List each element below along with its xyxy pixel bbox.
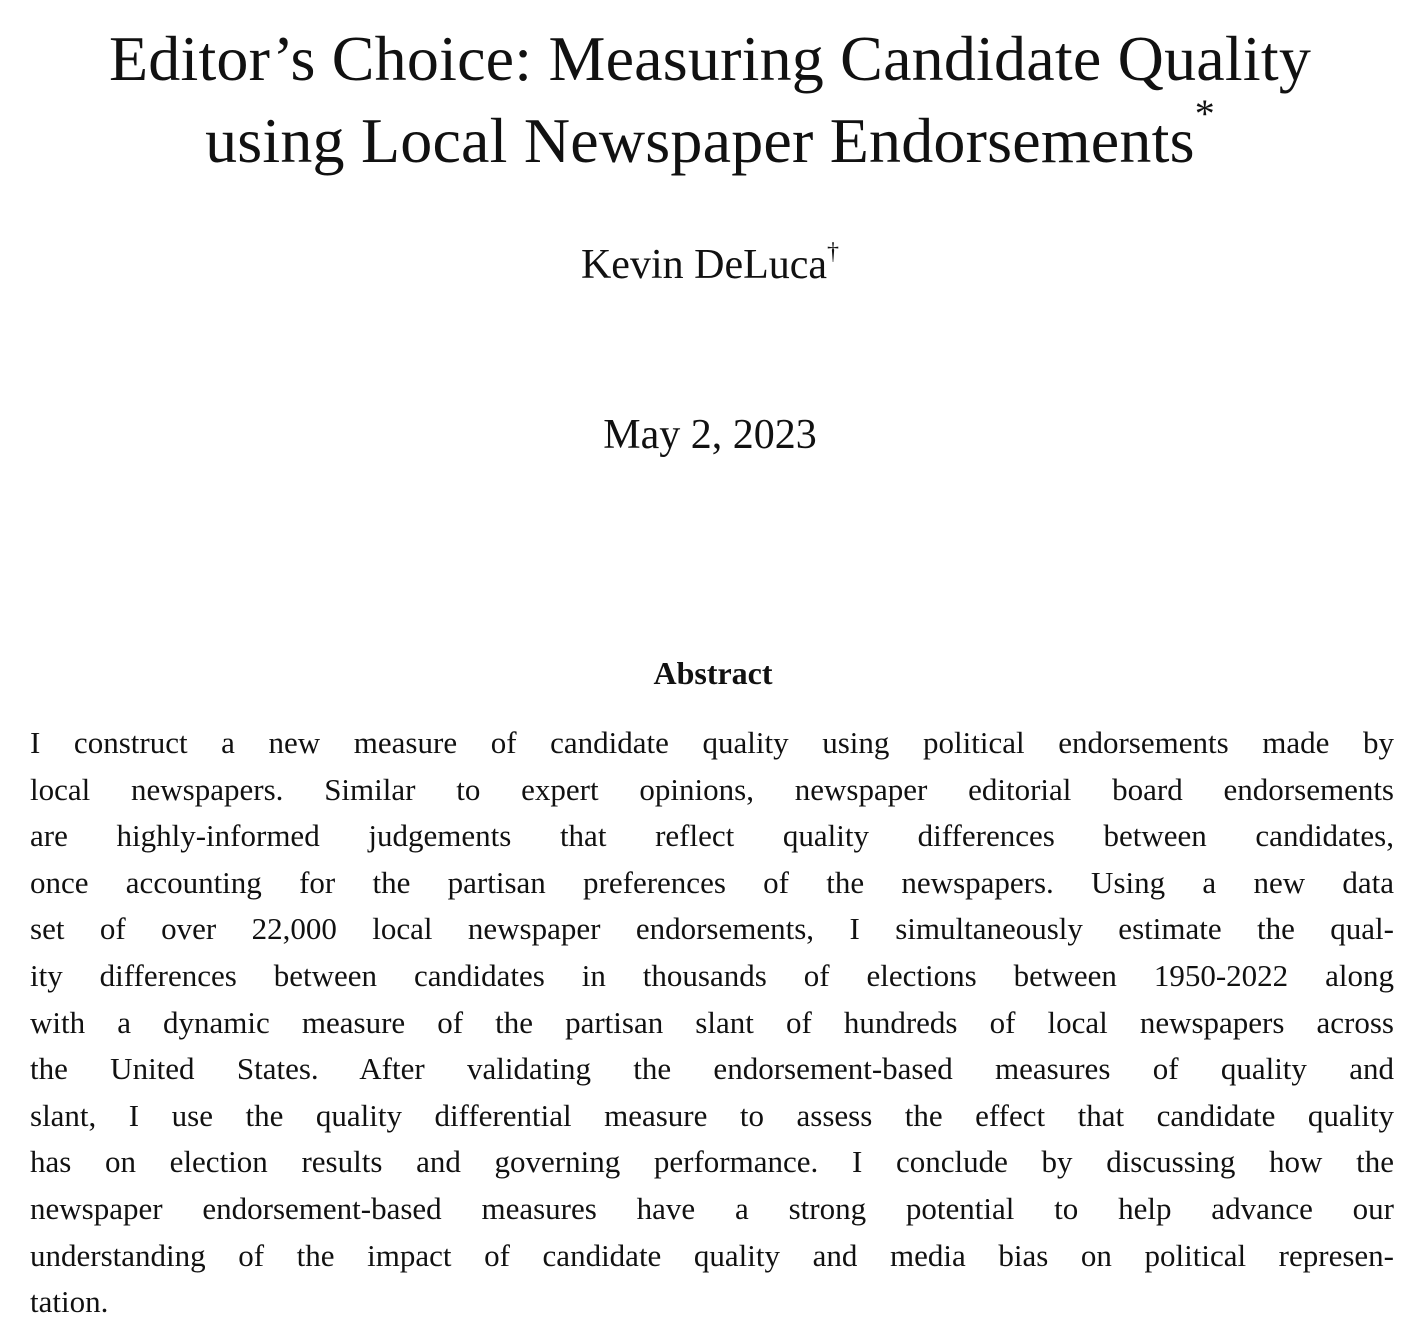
paper-title-line-2-text: using Local Newspaper Endorsements — [205, 105, 1195, 176]
abstract-line-12: understanding of the impact of candidate quality and media bias on political represen- — [30, 1237, 1394, 1273]
abstract-heading: Abstract — [653, 655, 773, 691]
author-footnote-mark: † — [827, 239, 840, 265]
abstract-line-3: are highly-informed judgements that reflect quality differences between candidates, — [30, 818, 1394, 854]
abstract-line-5: set of over 22,000 local newspaper endorsements, I simultaneously estimate the qual- — [30, 911, 1394, 947]
abstract-line-13: tation. — [30, 1284, 109, 1320]
title-footnote-mark: * — [1194, 91, 1215, 136]
abstract-line-10: has on election results and governing performance. I conclude by discussing how the — [30, 1144, 1394, 1180]
author-name — [0, 238, 1420, 292]
publication-date: May 2, 2023 — [603, 412, 817, 458]
abstract-line-1: I construct a new measure of candidate quality using political endorsements made by — [30, 725, 1394, 760]
abstract-line-11: newspaper endorsement-based measures have a strong potential to help advance our — [30, 1190, 1394, 1226]
author-name-text: Kevin DeLuca — [580, 242, 828, 288]
paper-title-line-1: Editor’s Choice: Measuring Candidate Quality — [108, 23, 1312, 94]
abstract-line-2: local newspapers. Similar to expert opinions, newspaper editorial board endorsements — [30, 771, 1394, 807]
abstract-line-4: once accounting for the partisan preferences of the newspapers. Using a new data — [30, 864, 1394, 900]
abstract-body — [30, 720, 1394, 1326]
abstract-line-9: slant, I use the quality differential measure to assess the effect that candidate quality — [30, 1097, 1394, 1133]
abstract-line-6: ity differences between candidates in thousands of elections between 1950-2022 along — [30, 957, 1394, 993]
paper-title-line-2 — [0, 91, 1420, 182]
abstract-line-8: the United States. After validating the endorsement-based measures of quality and — [30, 1051, 1394, 1087]
abstract-line-7: with a dynamic measure of the partisan slant of hundreds of local newspapers across — [30, 1004, 1394, 1040]
paper-title — [0, 18, 1420, 182]
